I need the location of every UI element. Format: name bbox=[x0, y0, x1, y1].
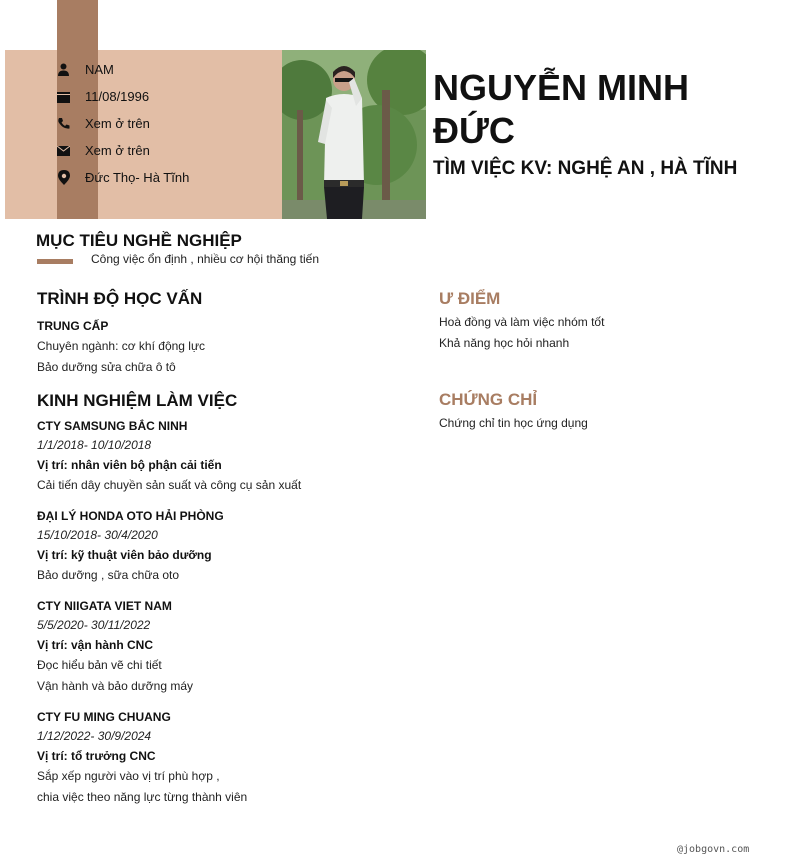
certificate-item: Chứng chỉ tin học ứng dụng bbox=[439, 416, 588, 430]
strength-item: Hoà đồng và làm việc nhóm tốt bbox=[439, 315, 605, 329]
job-entry bbox=[37, 596, 417, 697]
person-icon bbox=[56, 62, 71, 77]
job-duty: chia việc theo năng lực từng thành viên bbox=[37, 790, 248, 804]
job-company: CTY NIIGATA VIET NAM bbox=[37, 599, 172, 613]
job-position: Vị trí: nhân viên bộ phận cải tiến bbox=[37, 458, 222, 472]
objective-title: MỤC TIÊU NGHỀ NGHIỆP bbox=[36, 231, 242, 250]
job-position: Vị trí: tổ trưởng CNC bbox=[37, 749, 156, 763]
education-detail: Bảo dưỡng sửa chữa ô tô bbox=[37, 360, 176, 374]
gender-text: NAM bbox=[85, 62, 114, 77]
mail-icon bbox=[56, 143, 71, 158]
job-company: ĐẠI LÝ HONDA OTO HẢI PHÒNG bbox=[37, 509, 224, 523]
job-dates: 5/5/2020- 30/11/2022 bbox=[37, 618, 151, 632]
calendar-icon bbox=[56, 89, 71, 104]
job-duty: Đọc hiểu bản vẽ chi tiết bbox=[37, 658, 162, 672]
email-text: Xem ở trên bbox=[85, 143, 150, 158]
phone-text: Xem ở trên bbox=[85, 116, 150, 131]
objective-accent-bar bbox=[37, 259, 73, 264]
contact-info bbox=[56, 56, 189, 191]
contact-email bbox=[56, 137, 189, 164]
job-company: CTY SAMSUNG BẮC NINH bbox=[37, 419, 188, 433]
contact-phone bbox=[56, 110, 189, 137]
certificates-title: CHỨNG CHỈ bbox=[439, 390, 538, 409]
birthday-text: 11/08/1996 bbox=[85, 89, 150, 104]
phone-icon bbox=[56, 116, 71, 131]
address-text: Đức Thọ- Hà Tĩnh bbox=[85, 170, 190, 185]
education-section bbox=[37, 288, 417, 378]
education-level: TRUNG CẤP bbox=[37, 319, 109, 333]
job-entry bbox=[37, 506, 417, 586]
job-entry bbox=[37, 707, 417, 808]
job-duty: Sắp xếp người vào vị trí phù hợp , bbox=[37, 769, 220, 783]
right-column bbox=[439, 288, 769, 434]
watermark: @jobgovn.com bbox=[677, 844, 750, 855]
job-seeking-area: TÌM VIỆC KV: NGHỆ AN , HÀ TĨNH bbox=[433, 158, 738, 179]
job-entry bbox=[37, 416, 417, 496]
experience-section bbox=[37, 390, 417, 808]
left-column bbox=[37, 288, 417, 808]
job-dates: 1/12/2022- 30/9/2024 bbox=[37, 729, 152, 743]
education-title: TRÌNH ĐỘ HỌC VẤN bbox=[37, 289, 203, 308]
candidate-name: NGUYỄN MINH ĐỨC bbox=[433, 67, 690, 151]
job-position: Vị trí: vận hành CNC bbox=[37, 638, 154, 652]
contact-birthday bbox=[56, 83, 189, 110]
job-dates: 15/10/2018- 30/4/2020 bbox=[37, 528, 158, 542]
profile-photo bbox=[282, 50, 426, 219]
contact-gender bbox=[56, 56, 189, 83]
location-pin-icon bbox=[56, 170, 71, 185]
education-major: Chuyên ngành: cơ khí động lực bbox=[37, 339, 206, 353]
strengths-section bbox=[439, 288, 769, 354]
experience-title: KINH NGHIỆM LÀM VIỆC bbox=[37, 391, 238, 410]
contact-address bbox=[56, 164, 189, 191]
strengths-title: Ư ĐIỂM bbox=[439, 289, 501, 308]
objective-text: Công việc ổn định , nhiều cơ hội thăng tiến bbox=[91, 252, 320, 266]
job-duty: Cải tiến dây chuyền sản suất và công cụ sản xuất bbox=[37, 478, 302, 492]
strength-item: Khả năng học hỏi nhanh bbox=[439, 336, 570, 350]
job-duty: Bảo dưỡng , sữa chữa oto bbox=[37, 568, 180, 582]
job-position: Vị trí: kỹ thuật viên bảo dưỡng bbox=[37, 548, 212, 562]
certificates-section bbox=[439, 389, 769, 434]
job-company: CTY FU MING CHUANG bbox=[37, 710, 171, 724]
job-duty: Vận hành và bảo dưỡng máy bbox=[37, 679, 194, 693]
job-dates: 1/1/2018- 10/10/2018 bbox=[37, 438, 152, 452]
